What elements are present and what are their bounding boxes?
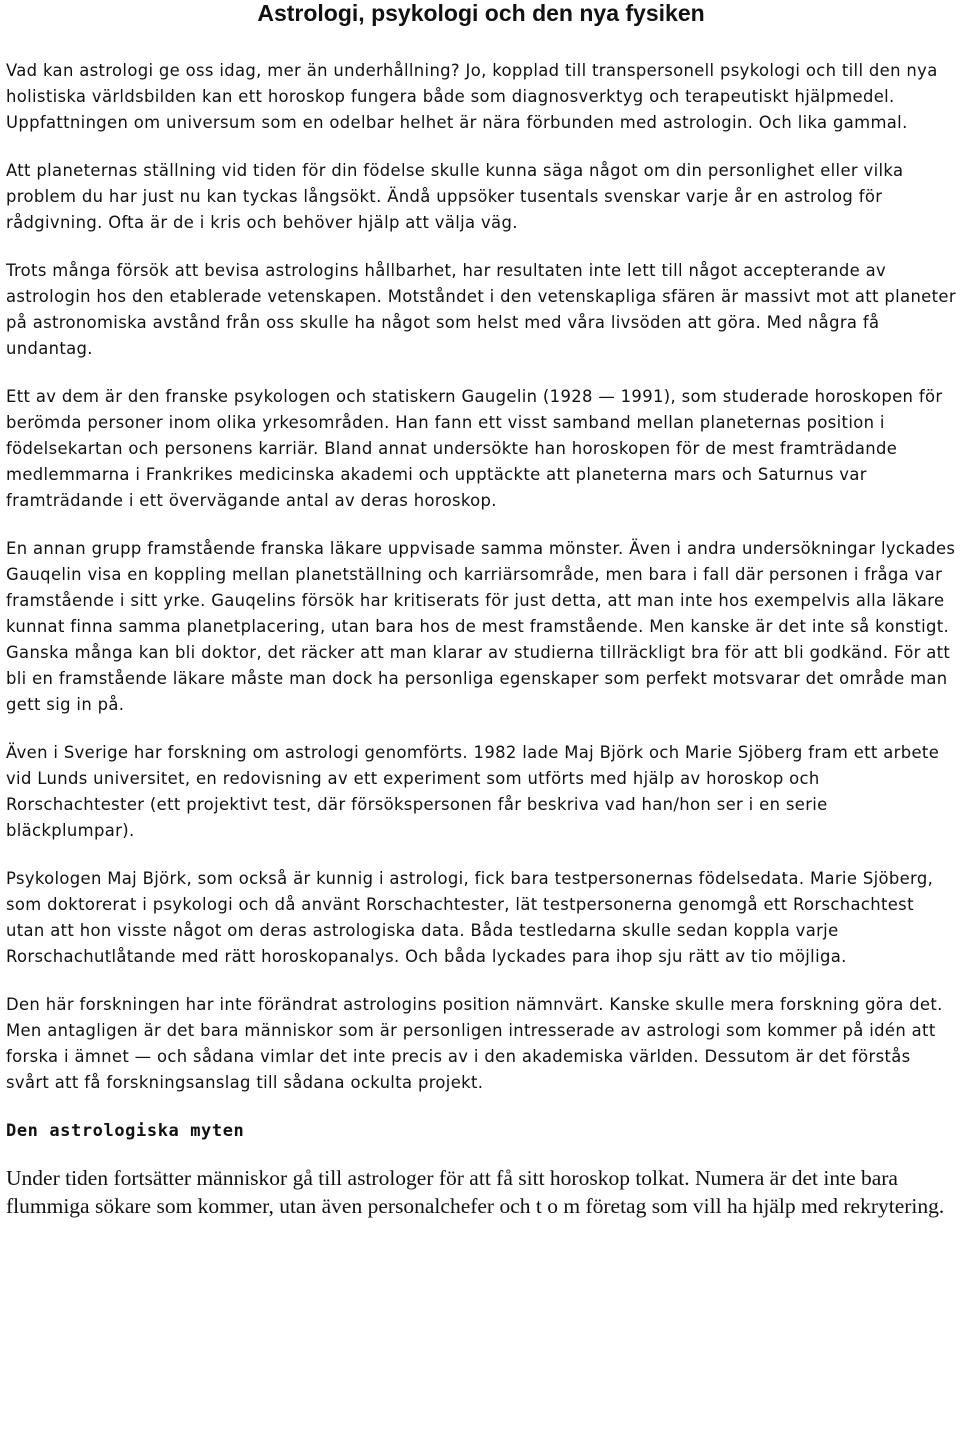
- paragraph-final: Under tiden fortsätter människor gå till astrologer för att få sitt horoskop tolkat. Numera är det inte bara flummiga sökare som kommer, utan även personalchefer och t o m företag som vill ha hjälp med rekrytering.: [6, 1166, 945, 1218]
- section-heading: Den astrologiska myten: [6, 1121, 245, 1141]
- paragraph-intro: Vad kan astrologi ge oss idag, mer än underhållning? Jo, kopplad till transpersonell psykologi och till den nya holistiska världsbilden kan ett horoskop fungera både som diagnosverktyg och terapeutiskt hjälpmedel. Uppfattningen om universum som en odelbar helhet är nära förbunden med astrologin. Och lika gammal.: [6, 61, 938, 132]
- paragraph-science: Trots många försök att bevisa astrologins hållbarhet, har resultaten inte lett till något accepterande av astrologin hos den etablerade vetenskapen. Motståndet i den vetenskapliga sfären är massivt mot att planeter på astronomiska avstånd från oss skulle ha något som helst med våra livsöden att göra. Med några få undantag.: [6, 261, 956, 358]
- paragraph-sweden: Även i Sverige har forskning om astrologi genomförts. 1982 lade Maj Björk och Marie Sjöberg fram ett arbete vid Lunds universitet, en redovisning av ett experiment som utförts med hjälp av horoskop och Rorschachtester (ett projektivt test, där försökspersonen får beskriva vad han/hon ser i en serie bläckplumpar).: [6, 743, 940, 840]
- paragraph-doctors: En annan grupp framstående franska läkare uppvisade samma mönster. Även i andra undersökningar lyckades Gauqelin visa en koppling mellan planetställning och karriärsområde, men bara i fall där personen i fråga var framstående i sitt yrke. Gauqelins försök har kritiserats för just detta, att man inte hos exempelvis alla läkare kunnat finna samma planetplacering, utan bara hos de mest framstående. Men kanske är det inte så konstigt. Ganska många kan bli doktor, det räcker att man klarar av studierna tillräckligt bra för att bli godkänd. För att bli en framstående läkare måste man dock ha personliga egenskaper som perfekt motsvarar det område man gett sig in på.: [6, 539, 956, 714]
- paragraph-gauquelin: Ett av dem är den franske psykologen och statiskern Gaugelin (1928 — 1991), som studerade horoskopen för berömda personer inom olika yrkesområden. Han fann ett visst samband mellan planeternas position i födelsekartan och personens karriär. Bland annat undersökte han horoskopen för de mest framträdande medlemmarna i Frankrikes medicinska akademi och upptäckte att planeterna mars och Saturnus var framträdande i ett övervägande antal av deras horoskop.: [6, 387, 943, 510]
- article: [6, 0, 956, 1220]
- paragraph-planets: Att planeternas ställning vid tiden för din födelse skulle kunna säga något om din personlighet eller vilka problem du har just nu kan tyckas långsökt. Ändå uppsöker tusentals svenskar varje år en astrolog för rådgivning. Ofta är de i kris och behöver hjälp att välja väg.: [6, 161, 904, 232]
- page-title: Astrologi, psykologi och den nya fysiken: [257, 0, 705, 26]
- paragraph-research: Den här forskningen har inte förändrat astrologins position nämnvärt. Kanske skulle mera forskning göra det. Men antagligen är det bara människor som är personligen intresserade av astrologi som kommer på idén att forska i ämnet — och sådana vimlar det inte precis av i den akademiska världen. Dessutom är det förstås svårt att få forskningsanslag till sådana ockulta projekt.: [6, 995, 943, 1092]
- paragraph-bjork: Psykologen Maj Björk, som också är kunnig i astrologi, fick bara testpersonernas födelsedata. Marie Sjöberg, som doktorerat i psykologi och då använt Rorschachtester, lät testpersonerna genomgå ett Rorschachtest utan att hon visste något om deras astrologiska data. Båda testledarna skulle sedan koppla varje Rorschachutlåtande med rätt horoskopanalys. Och båda lyckades para ihop sju rätt av tio möjliga.: [6, 869, 934, 966]
